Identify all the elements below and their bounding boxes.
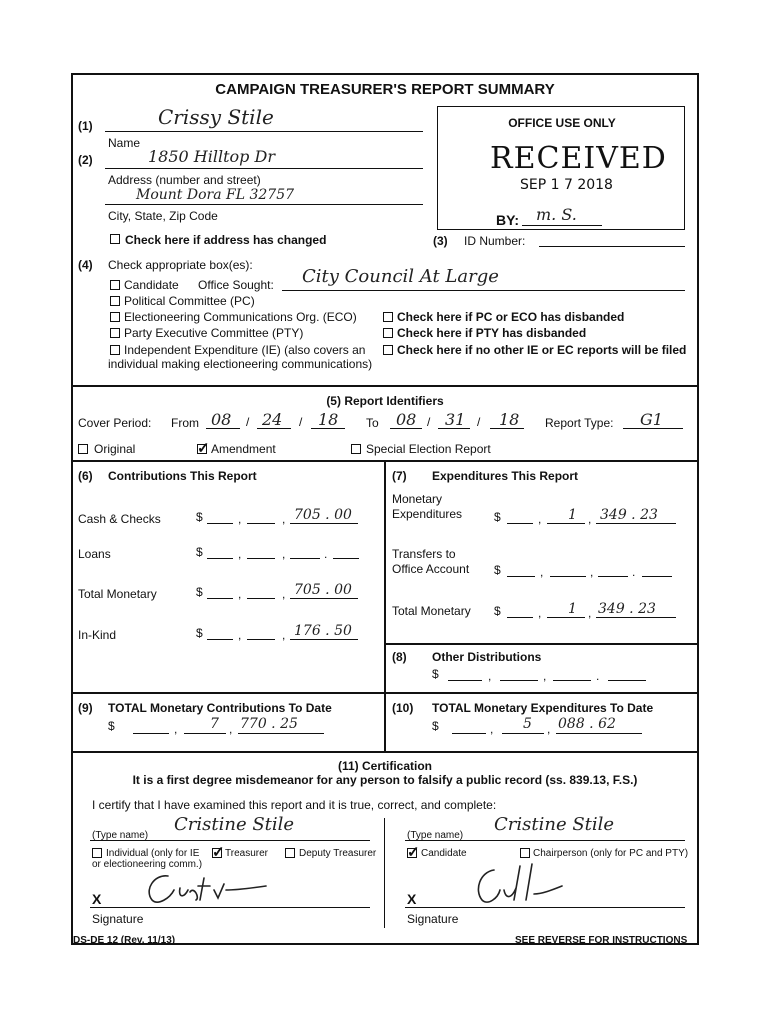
- certification-title: (11) Certification: [337, 759, 433, 773]
- pty-disbanded-label: Check here if PTY has disbanded: [397, 326, 587, 340]
- total-exp-todate-dollar: $: [432, 719, 439, 733]
- other-dist-field-4: [608, 680, 646, 681]
- original-checkbox[interactable]: [78, 444, 88, 454]
- other-dist-field-1: [448, 680, 482, 681]
- deputy-treasurer-label: Deputy Treasurer: [299, 848, 377, 859]
- total-contributions-title: TOTAL Monetary Contributions To Date: [108, 701, 332, 715]
- loans-comma-1: ,: [238, 547, 242, 561]
- total-contrib-thousands: 7: [210, 716, 219, 732]
- to-day: 31: [445, 410, 466, 429]
- other-dist-field-2: [500, 680, 538, 681]
- report-type-label: Report Type:: [545, 416, 614, 430]
- total-exp-field-2: [547, 617, 585, 618]
- loans-dot: .: [324, 547, 328, 561]
- total-contrib-comma-2: ,: [229, 722, 233, 736]
- other-dist-comma-1: ,: [488, 669, 492, 683]
- section-divider-11: [71, 751, 699, 753]
- monetary-exp-comma-2: ,: [588, 512, 592, 526]
- contributions-title: Contributions This Report: [108, 469, 257, 483]
- cash-label: Cash & Checks: [78, 512, 161, 526]
- eco-label: Electioneering Communications Org. (ECO): [124, 310, 357, 324]
- cash-comma-2: ,: [282, 512, 286, 526]
- inkind-label: In-Kind: [78, 628, 117, 642]
- address-value: 1850 Hilltop Dr: [148, 147, 275, 166]
- check-boxes-label: Check appropriate box(es):: [108, 258, 253, 272]
- candidate-label: Candidate: [124, 278, 179, 292]
- item-number-1: (1): [78, 119, 93, 133]
- ie-label: Independent Expenditure (IE) (also covers an: [124, 343, 366, 357]
- cash-field-1: [207, 523, 233, 524]
- candidate-signer-checkbox[interactable]: [407, 848, 417, 858]
- received-by-label: BY:: [496, 212, 520, 228]
- from-year-line: [311, 428, 345, 429]
- to-slash-2: /: [477, 415, 481, 429]
- chairperson-label: Chairperson (only for PC and PTY): [533, 848, 689, 859]
- right-x-mark: X: [407, 891, 417, 907]
- deputy-treasurer-checkbox[interactable]: [285, 848, 295, 858]
- form-number: DS-DE 12 (Rev. 11/13): [73, 935, 176, 946]
- ie-label-cont: individual making electioneering communications): [108, 357, 373, 371]
- loans-comma-2: ,: [282, 547, 286, 561]
- monetary-exp-comma-1: ,: [538, 512, 542, 526]
- from-label: From: [171, 416, 199, 430]
- loans-label: Loans: [78, 547, 111, 561]
- total-contrib-dollar: $: [108, 719, 115, 733]
- other-dist-dot: .: [596, 669, 600, 683]
- report-type-line: [623, 428, 683, 429]
- total-exp-todate-thousands: 5: [523, 716, 532, 732]
- signature-divider: [384, 818, 385, 928]
- see-reverse-instructions: SEE REVERSE FOR INSTRUCTIONS: [515, 935, 688, 946]
- left-type-name-line: [90, 840, 370, 841]
- amendment-checkbox[interactable]: [197, 444, 207, 454]
- right-signature-label: Signature: [407, 912, 459, 926]
- name-value: Crissy Stile: [158, 105, 274, 129]
- address-changed-checkbox[interactable]: [110, 234, 120, 244]
- loans-field-1: [207, 558, 233, 559]
- pc-disbanded-checkbox[interactable]: [383, 312, 393, 322]
- section-divider-9: [71, 692, 699, 694]
- right-type-name-line: [405, 840, 685, 841]
- special-election-checkbox[interactable]: [351, 444, 361, 454]
- loans-field-2: [247, 558, 275, 559]
- left-signature-line: [90, 907, 370, 908]
- inkind-field-2: [247, 639, 275, 640]
- right-type-name-value: Cristine Stile: [494, 814, 615, 835]
- id-number-field[interactable]: [539, 246, 685, 247]
- total-contrib-value: 770 . 25: [240, 716, 298, 732]
- right-signature-line: [405, 907, 685, 908]
- office-sought-label: Office Sought:: [198, 278, 274, 292]
- total-exp-comma-1: ,: [538, 606, 542, 620]
- total-contrib-field-1: [133, 733, 169, 734]
- total-exp-field-3: [596, 617, 676, 618]
- center-divider: [384, 461, 386, 751]
- cash-field-2: [247, 523, 275, 524]
- original-label: Original: [94, 442, 136, 456]
- transfers-field-3: [598, 576, 628, 577]
- treasurer-label: Treasurer: [225, 848, 268, 859]
- other-dist-field-3: [553, 680, 591, 681]
- transfers-label-2: Office Account: [392, 562, 470, 576]
- individual-label: Individual (only for IE: [106, 848, 200, 859]
- pty-disbanded-checkbox[interactable]: [383, 328, 393, 338]
- certification-warning: It is a first degree misdemeanor for any person to falsify a public record (ss. 839.13, F.S.): [132, 773, 638, 787]
- transfers-comma-2: ,: [590, 565, 594, 579]
- inkind-field-3: [290, 639, 358, 640]
- loans-dollar: $: [196, 545, 203, 559]
- total-contrib-comma-1: ,: [174, 722, 178, 736]
- no-other-reports-label: Check here if no other IE or EC reports will be filed: [397, 343, 687, 357]
- received-stamp: RECEIVED: [490, 141, 667, 176]
- total-monetary-dollar: $: [196, 585, 203, 599]
- monetary-exp-thousands: 1: [568, 507, 577, 523]
- address-line: [105, 168, 423, 169]
- total-exp-todate-comma-2: ,: [547, 722, 551, 736]
- transfers-field-1: [507, 576, 535, 577]
- inkind-comma-1: ,: [238, 628, 242, 642]
- office-use-title: OFFICE USE ONLY: [508, 116, 616, 130]
- left-type-name-value: Cristine Stile: [174, 814, 295, 835]
- total-monetary-comma-1: ,: [238, 587, 242, 601]
- loans-field-3: [290, 558, 320, 559]
- treasurer-checkbox[interactable]: [212, 848, 222, 858]
- total-exp-todate-comma-1: ,: [490, 722, 494, 736]
- received-date: SEP 1 7 2018: [520, 177, 613, 193]
- total-expenditures-title: TOTAL Monetary Expenditures To Date: [432, 701, 654, 715]
- from-slash-2: /: [299, 415, 303, 429]
- inkind-dollar: $: [196, 626, 203, 640]
- amendment-label: Amendment: [211, 442, 276, 456]
- from-month: 08: [211, 410, 232, 429]
- total-exp-label: Total Monetary: [392, 604, 471, 618]
- transfers-comma-1: ,: [540, 565, 544, 579]
- inkind-comma-2: ,: [282, 628, 286, 642]
- to-day-line: [438, 428, 470, 429]
- other-distributions-num: (8): [392, 650, 407, 664]
- candidate-signer-label: Candidate: [421, 848, 467, 859]
- from-year: 18: [318, 410, 339, 429]
- to-slash-1: /: [427, 415, 431, 429]
- total-monetary-field-3: [290, 598, 358, 599]
- to-month: 08: [396, 410, 417, 429]
- pc-disbanded-label: Check here if PC or ECO has disbanded: [397, 310, 625, 324]
- report-type-value: G1: [640, 410, 663, 429]
- special-election-label: Special Election Report: [366, 442, 491, 456]
- cash-value: 705 . 00: [294, 507, 352, 523]
- monetary-exp-field-3: [596, 523, 676, 524]
- other-dist-dollar: $: [432, 667, 439, 681]
- transfers-label-1: Transfers to: [392, 547, 456, 561]
- form-title: CAMPAIGN TREASURER'S REPORT SUMMARY: [215, 81, 555, 98]
- total-monetary-value: 705 . 00: [294, 582, 352, 598]
- loans-field-4: [333, 558, 359, 559]
- address-changed-label: Check here if address has changed: [125, 233, 327, 247]
- address-label: Address (number and street): [108, 173, 261, 187]
- pc-checkbox[interactable]: [110, 296, 120, 306]
- transfers-field-4: [642, 576, 672, 577]
- expenditures-num: (7): [392, 469, 407, 483]
- monetary-exp-label-2: Expenditures: [392, 507, 463, 521]
- monetary-exp-label-1: Monetary: [392, 492, 443, 506]
- cash-dollar: $: [196, 510, 203, 524]
- total-monetary-field-2: [247, 598, 275, 599]
- pty-label: Party Executive Committee (PTY): [124, 326, 304, 340]
- section-divider-8: [385, 643, 699, 645]
- item-number-4: (4): [78, 258, 93, 272]
- to-year-line: [490, 428, 524, 429]
- received-by-line: [522, 225, 602, 226]
- total-contrib-field-2: [184, 733, 226, 734]
- total-contributions-num: (9): [78, 701, 93, 715]
- from-day: 24: [262, 410, 283, 429]
- total-exp-comma-2: ,: [588, 606, 592, 620]
- chairperson-checkbox[interactable]: [520, 848, 530, 858]
- total-monetary-label: Total Monetary: [78, 587, 157, 601]
- total-exp-todate-field-3: [556, 733, 642, 734]
- monetary-exp-field-1: [507, 523, 533, 524]
- inkind-value: 176 . 50: [294, 623, 352, 639]
- cover-period-label: Cover Period:: [78, 416, 152, 430]
- total-exp-thousands: 1: [568, 601, 577, 617]
- cash-field-3: [290, 523, 358, 524]
- other-dist-comma-2: ,: [543, 669, 547, 683]
- transfers-field-2: [550, 576, 586, 577]
- section-divider-5: [71, 385, 699, 387]
- name-label: Name: [108, 136, 141, 150]
- total-exp-todate-field-1: [452, 733, 486, 734]
- report-identifiers-title: (5) Report Identifiers: [326, 394, 444, 408]
- to-label: To: [366, 416, 379, 430]
- individual-checkbox[interactable]: [92, 848, 102, 858]
- office-sought-line: [282, 290, 685, 291]
- total-exp-todate-field-2: [502, 733, 544, 734]
- city-label: City, State, Zip Code: [108, 209, 218, 223]
- item-number-2: (2): [78, 153, 93, 167]
- individual-label-cont: or electioneering comm.): [92, 859, 203, 870]
- total-exp-value: 349 . 23: [598, 601, 656, 617]
- monetary-exp-value: 349 . 23: [600, 507, 658, 523]
- ie-checkbox[interactable]: [110, 345, 120, 355]
- to-month-line: [390, 428, 422, 429]
- to-year: 18: [499, 410, 520, 429]
- item-number-3: (3): [433, 234, 448, 248]
- from-slash-1: /: [246, 415, 250, 429]
- cash-comma-1: ,: [238, 512, 242, 526]
- office-use-box: [437, 106, 685, 230]
- city-line: [105, 204, 423, 205]
- name-line: [105, 131, 423, 132]
- monetary-exp-dollar: $: [494, 510, 501, 524]
- inkind-field-1: [207, 639, 233, 640]
- total-monetary-field-1: [207, 598, 233, 599]
- monetary-exp-field-2: [547, 523, 585, 524]
- from-day-line: [257, 428, 291, 429]
- id-number-label: ID Number:: [464, 234, 526, 248]
- expenditures-title: Expenditures This Report: [432, 469, 579, 483]
- eco-checkbox[interactable]: [110, 312, 120, 322]
- transfers-dot: .: [632, 565, 636, 579]
- contributions-num: (6): [78, 469, 93, 483]
- total-exp-dollar: $: [494, 604, 501, 618]
- left-x-mark: X: [92, 891, 102, 907]
- candidate-checkbox[interactable]: [110, 280, 120, 290]
- total-exp-field-1: [507, 617, 533, 618]
- city-value: Mount Dora FL 32757: [136, 187, 295, 203]
- certification-statement: I certify that I have examined this report and it is true, correct, and complete:: [92, 798, 497, 812]
- total-expenditures-num: (10): [392, 701, 414, 715]
- from-month-line: [206, 428, 240, 429]
- total-exp-todate-value: 088 . 62: [558, 716, 616, 732]
- pty-checkbox[interactable]: [110, 328, 120, 338]
- transfers-dollar: $: [494, 563, 501, 577]
- left-signature-label: Signature: [92, 912, 144, 926]
- right-type-name-label: (Type name): [407, 830, 464, 841]
- pc-label: Political Committee (PC): [124, 294, 255, 308]
- other-distributions-title: Other Distributions: [432, 650, 542, 664]
- total-contrib-field-3: [238, 733, 324, 734]
- office-sought-value: City Council At Large: [302, 266, 499, 287]
- received-by-value: m. S.: [536, 205, 577, 224]
- right-signature-image: [470, 860, 570, 908]
- no-other-reports-checkbox[interactable]: [383, 345, 393, 355]
- left-signature-image: [140, 868, 270, 908]
- left-type-name-label: (Type name): [92, 830, 149, 841]
- total-monetary-comma-2: ,: [282, 587, 286, 601]
